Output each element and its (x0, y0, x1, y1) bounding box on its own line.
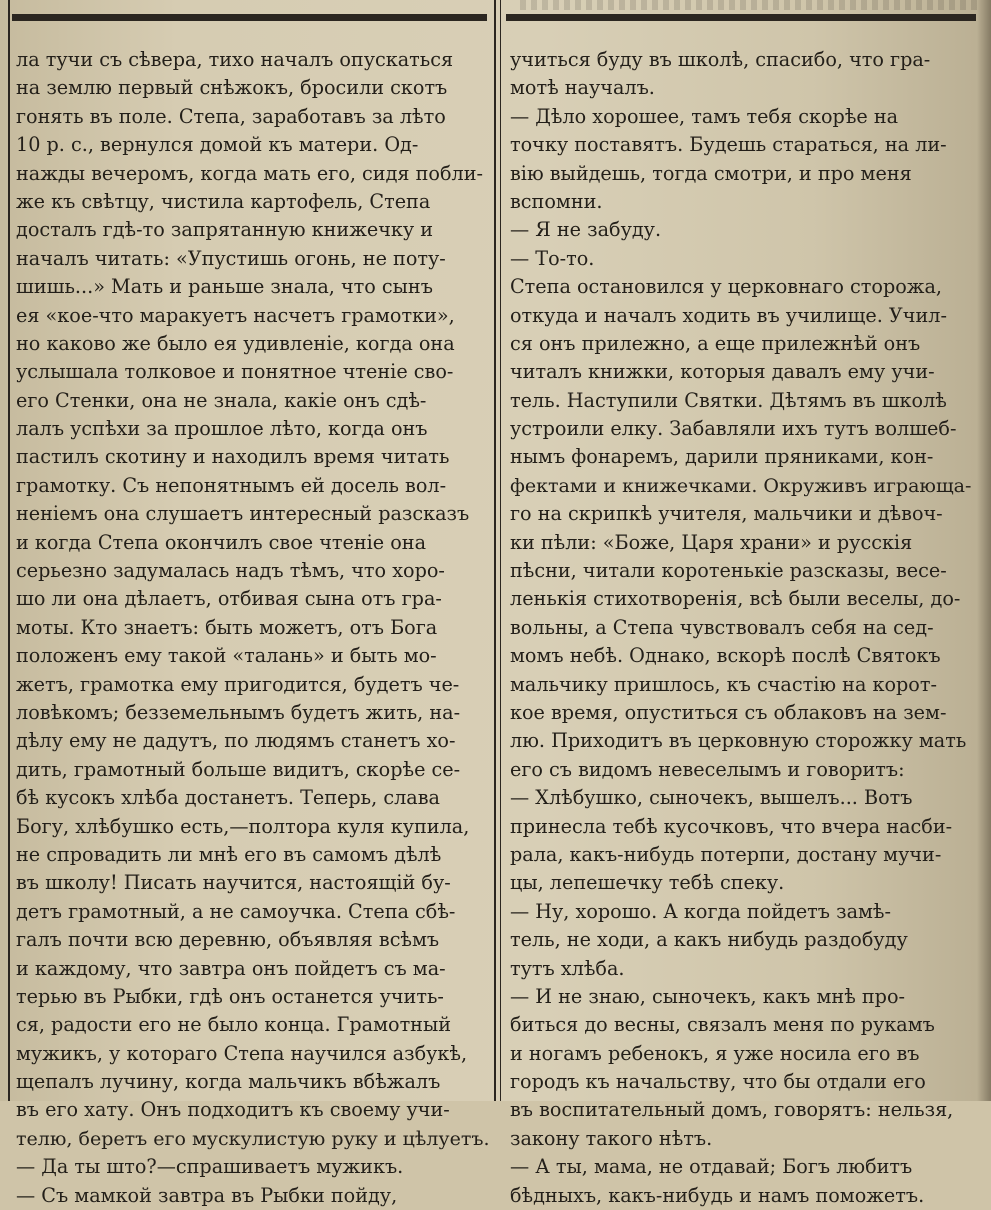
text-line: бѣ кусокъ хлѣба достанетъ. Теперь, слава (16, 786, 440, 810)
text-line: неніемъ она слушаетъ интересный разсказъ (16, 502, 470, 526)
text-line: его съ видомъ невеселымъ и говоритъ: (510, 757, 905, 781)
text-line: ся онъ прилежно, а еще прилежнѣй онъ (510, 331, 921, 355)
text-line: откуда и началъ ходить въ училище. Учил- (510, 303, 947, 327)
text-line: вію выйдешь, тогда смотри, и про меня (510, 161, 912, 185)
text-line: пѣсни, читали коротенькіе разсказы, весе- (510, 559, 947, 583)
text-line: пастилъ скотину и находилъ время читать (16, 445, 450, 469)
text-line: мужикъ, у котораго Степа научился азбукѣ, (16, 1041, 468, 1065)
text-line: шишь...» Мать и раньше знала, что сынъ (16, 275, 433, 299)
text-line: телю, беретъ его мускулистую руку и цѣлуетъ. (16, 1127, 490, 1150)
text-line: но каково же было ея удивленіе, когда она (16, 331, 455, 355)
text-line: — И не знаю, сыночекъ, какъ мнѣ про- (510, 984, 905, 1008)
text-line: на землю первый снѣжокъ, бросили скотъ (16, 76, 448, 100)
text-line: — То-то. (510, 246, 595, 270)
text-line: гонять въ поле. Степа, заработавъ за лѣто (16, 104, 446, 128)
text-line: шо ли она дѣлаетъ, отбивая сына отъ гра- (16, 587, 442, 611)
text-line: же къ свѣтцу, чистила картофель, Степа (16, 189, 431, 213)
text-line: — Ну, хорошо. А когда пойдетъ замѣ- (510, 899, 891, 923)
column-divider-rule-thin (500, 0, 501, 1101)
text-line: тель. Наступили Святки. Дѣтямъ въ школѣ (510, 388, 947, 412)
text-line: серьезно задумалась надъ тѣмъ, что хоро- (16, 559, 445, 583)
text-line: ленькія стихотворенія, всѣ были веселы, до- (510, 587, 961, 611)
text-line: закону такого нѣтъ. (510, 1126, 713, 1150)
text-line: тель, не ходи, а какъ нибудь раздобуду (510, 928, 908, 952)
text-line: Богу, хлѣбушко есть,—полтора куля купила, (16, 814, 470, 838)
text-line: началъ читать: «Упустишь огонь, не поту- (16, 246, 446, 270)
text-line: и ногамъ ребенокъ, я уже носила его въ (510, 1041, 920, 1065)
text-line: и каждому, что завтра онъ пойдетъ съ ма- (16, 956, 446, 980)
text-line: мотѣ научалъ. (510, 76, 655, 100)
text-line: нажды вечеромъ, когда мать его, сидя побли- (16, 161, 483, 185)
right-column-header-rule (506, 14, 976, 21)
text-line: въ воспитательный домъ, говорятъ: нельзя, (510, 1098, 954, 1122)
left-text-column (16, 46, 490, 1210)
text-line: ки пѣли: «Боже, Царя храни» и русскія (510, 530, 913, 554)
bleed-through-text (520, 0, 980, 10)
text-line: учиться буду въ школѣ, спасибо, что гра- (510, 48, 931, 71)
text-line: ся, радости его не было конца. Грамотный (16, 1013, 452, 1037)
text-line: кое время, опуститься съ облаковъ на зем- (510, 700, 947, 724)
text-line: — Да ты што?—спрашиваетъ мужикъ. (16, 1155, 404, 1179)
text-line: бѣдныхъ, какъ-нибудь и намъ поможетъ. (510, 1183, 925, 1207)
text-line: дить, грамотный больше видитъ, скорѣе се- (16, 757, 461, 781)
text-line: грамотку. Съ непонятнымъ ей досель вол- (16, 473, 447, 497)
text-line: терью въ Рыбки, гдѣ онъ останется учить- (16, 984, 444, 1008)
text-line: жетъ, грамотка ему пригодится, будетъ че- (16, 672, 460, 696)
right-text-column (510, 46, 972, 1210)
text-line: го на скрипкѣ учителя, мальчики и дѣвоч- (510, 502, 943, 526)
text-line: ла тучи съ сѣвера, тихо началъ опускаться (16, 48, 454, 71)
text-line: галъ почти всю деревню, объявляя всѣмъ (16, 928, 440, 952)
text-line: въ школу! Писать научится, настоящій бу- (16, 871, 451, 895)
text-line: — Съ мамкой завтра въ Рыбки пойду, (16, 1183, 398, 1207)
text-line: — Хлѣбушко, сыночекъ, вышелъ... Вотъ (510, 786, 913, 810)
text-line: его Стенки, она не знала, какіе онъ сдѣ- (16, 388, 427, 412)
text-line: читалъ книжки, которыя давалъ ему учи- (510, 360, 935, 384)
left-margin-rule (8, 0, 10, 1101)
text-line: услышала толковое и понятное чтеніе сво- (16, 360, 454, 384)
text-line: вольны, а Степа чувствовалъ себя на сед- (510, 615, 934, 639)
text-line: досталъ гдѣ-то запрятанную книжечку и (16, 218, 434, 242)
text-line: рала, какъ-нибудь потерпи, достану мучи- (510, 842, 942, 866)
text-line: — Я не забуду. (510, 218, 662, 242)
column-divider-rule (494, 0, 496, 1101)
text-line: дѣлу ему не дадутъ, по людямъ станетъ хо- (16, 729, 456, 753)
text-line: принесла тебѣ кусочковъ, что вчера насби- (510, 814, 953, 838)
text-line: момъ небѣ. Однако, вскорѣ послѣ Святокъ (510, 644, 941, 668)
text-line: цы, лепешечку тебѣ спеку. (510, 871, 785, 895)
text-line: — А ты, мама, не отдавай; Богъ любитъ (510, 1155, 913, 1179)
text-line: тутъ хлѣба. (510, 956, 625, 980)
text-line: фектами и книжечками. Окруживъ играюща- (510, 474, 972, 497)
text-line: мальчику пришлось, къ счастію на корот- (510, 672, 937, 696)
left-column-header-rule (12, 14, 487, 21)
text-line: точку поставятъ. Будешь стараться, на ли- (510, 133, 947, 157)
text-line: положенъ ему такой «талань» и быть мо- (16, 644, 437, 668)
text-line: лю. Приходитъ въ церковную сторожку мать (510, 729, 967, 753)
text-line: нымъ фонаремъ, дарили пряниками, кон- (510, 445, 934, 469)
text-line: устроили елку. Забавляли ихъ тутъ волшеб- (510, 417, 957, 441)
text-line: щепалъ лучину, когда мальчикъ вбѣжалъ (16, 1070, 441, 1094)
text-line: Степа остановился у церковнаго сторожа, (510, 275, 942, 299)
text-line: городъ къ начальству, что бы отдали его (510, 1070, 926, 1094)
text-line: биться до весны, связалъ меня по рукамъ (510, 1013, 935, 1037)
page-edge-shadow (977, 0, 991, 1101)
text-line: ея «кое-что маракуетъ насчетъ грамотки», (16, 303, 455, 327)
text-line: — Дѣло хорошее, тамъ тебя скорѣе на (510, 104, 899, 128)
text-line: вспомни. (510, 189, 603, 213)
text-line: детъ грамотный, а не самоучка. Степа сбѣ- (16, 899, 456, 923)
text-line: моты. Кто знаетъ: быть можетъ, отъ Бога (16, 615, 438, 639)
text-line: лалъ успѣхи за прошлое лѣто, когда онъ (16, 417, 428, 441)
text-line: 10 р. с., вернулся домой къ матери. Од- (16, 133, 419, 157)
text-line: и когда Степа окончилъ свое чтеніе она (16, 530, 427, 554)
text-line: не спровадить ли мнѣ его въ самомъ дѣлѣ (16, 842, 442, 866)
text-line: въ его хату. Онъ подходитъ къ своему учи- (16, 1098, 450, 1122)
text-line: ловѣкомъ; безземельнымъ будетъ жить, на- (16, 700, 461, 724)
